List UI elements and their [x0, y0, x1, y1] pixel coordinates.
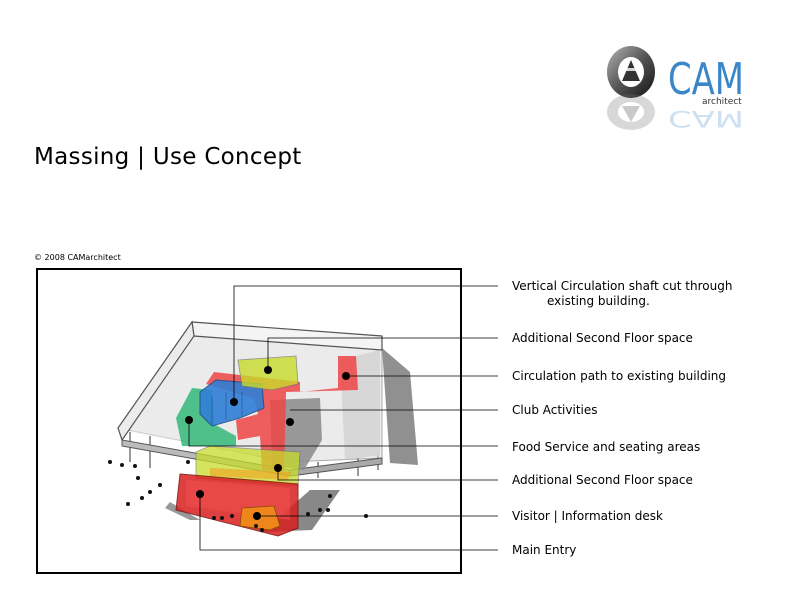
callout-visitor-desk: Visitor | Information desk — [512, 509, 663, 523]
callout-main-entry: Main Entry — [512, 543, 577, 557]
copyright-notice: © 2008 CAMarchitect — [34, 253, 121, 262]
logo-subtext: architect — [702, 97, 742, 107]
callout-line: Vertical Circulation shaft cut through — [512, 279, 733, 293]
callout-vertical-circulation — [512, 279, 732, 309]
camarchitect-logo — [604, 42, 754, 134]
logo-text: CAM — [668, 54, 744, 105]
callout-club-activities: Club Activities — [512, 403, 598, 417]
callout-second-floor-upper: Additional Second Floor space — [512, 331, 693, 345]
diagram-frame — [36, 268, 462, 574]
callout-food-service: Food Service and seating areas — [512, 440, 701, 454]
page-title: Massing | Use Concept — [34, 144, 302, 170]
logo-text-reflection: CAM — [668, 105, 744, 131]
callout-second-floor-lower: Additional Second Floor space — [512, 473, 693, 487]
callout-line-2: existing building. — [547, 294, 650, 308]
callout-circulation-path: Circulation path to existing building — [512, 369, 727, 383]
